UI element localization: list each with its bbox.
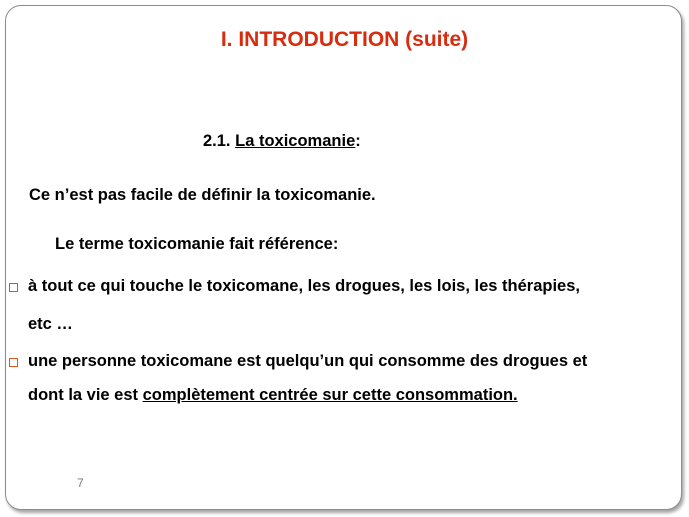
section-title: La toxicomanie (235, 132, 356, 150)
reference-line: Le terme toxicomanie fait référence: (55, 235, 339, 253)
slide (5, 5, 682, 510)
page-number: 7 (77, 476, 84, 490)
definition-line: Ce n’est pas facile de définir la toxicomanie. (29, 186, 376, 204)
bullet-square-icon (9, 358, 18, 367)
bullet2-line2-underlined: complètement centrée sur cette consommation. (142, 386, 518, 404)
bullet1-line1: à tout ce qui touche le toxicomane, les drogues, les lois, les thérapies, (28, 277, 580, 295)
section-colon: : (355, 132, 361, 150)
section-number: 2.1. (203, 132, 231, 150)
bullet1-line2: etc … (28, 315, 73, 333)
bullet2-line2 (28, 386, 518, 406)
slide-title: I. INTRODUCTION (suite) (220, 28, 469, 51)
section-heading (203, 132, 361, 152)
bullet-square-icon (9, 283, 18, 292)
bullet2-line1: une personne toxicomane est quelqu’un qui consomme des drogues et (28, 352, 588, 370)
bullet2-line2-prefix: dont la vie est (28, 386, 143, 404)
